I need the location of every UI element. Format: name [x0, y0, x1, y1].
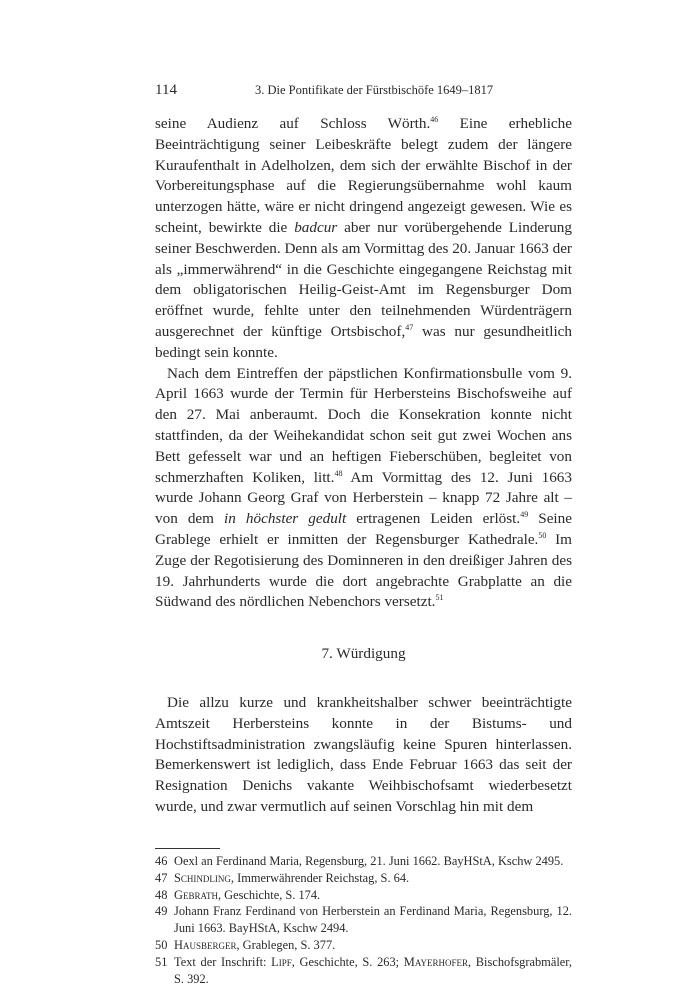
text-run: Text der Inschrift:	[174, 955, 272, 970]
footnote-text: Oexl an Ferdinand Maria, Regensburg, 21. Juni 1662. BayHStA, Kschw 2495.	[174, 853, 564, 868]
footnote-author: Lipf	[271, 955, 292, 970]
running-title: 3. Die Pontifikate der Fürstbischöfe 1649–1817	[255, 83, 494, 97]
text-run: seine Audienz auf Schloss Wörth.	[155, 115, 431, 132]
italic-quote: in höchster gedult	[224, 510, 347, 528]
footnote-ref-49: 49	[520, 510, 529, 520]
footnote-46	[155, 853, 572, 870]
italic-quote: badcur	[294, 218, 338, 236]
footnote-number: 46	[155, 853, 168, 868]
footnote-author: Schindling	[174, 870, 231, 885]
text-run: , Geschichte, S. 263;	[291, 955, 404, 970]
footnote-51	[155, 954, 572, 988]
book-page	[155, 78, 572, 988]
footnote-text	[174, 870, 572, 887]
text-run: aber nur vorübergehende Linderung seiner Beschwerden. Denn als am Vormittag des 20. Januar 1663 der als „immerwährend“ in die Geschichte eingegangene Reichstag mit dem obligatorischen Heilig-Geist-Amt im Regensburger Dom eröffnet wurde, fehlte unter den teilnehmenden Würdenträgern ausgerechnet der künftige Ortsbischof,	[155, 218, 572, 340]
footnote-ref-51: 51	[435, 593, 444, 603]
footnote-47	[155, 870, 572, 887]
running-header	[155, 78, 572, 100]
footnote-48	[155, 887, 572, 904]
page-number: 114	[155, 82, 177, 98]
footnote-ref-48: 48	[334, 468, 343, 478]
footnote-ref-50: 50	[538, 530, 547, 540]
footnote-number: 48	[155, 887, 168, 902]
footnote-49	[155, 903, 572, 937]
section-heading: 7. Würdigung	[321, 645, 406, 663]
main-text	[155, 114, 572, 818]
text-run: was nur gesundheitlich bedingt sein konnte.	[155, 322, 572, 361]
paragraph-3: Die allzu kurze und krankheitshalber schwer beeinträchtigte Amtszeit Herbersteins konnte in der Bistums- und Hochstiftsadministration zwangsläufig keine Spuren hinterlassen. Bemerkenswert ist lediglich, dass Ende Februar 1663 das seit der Resignation Denichs vakante Weihbischofsamt wiederbesetzt wurde, und zwar vermutlich auf seinen Vorschlag hin mit dem	[155, 693, 572, 815]
text-run: Eine erhebliche Beeinträchtigung seiner Leibeskräfte belegt zudem der längere Kuraufenthalt in Adelholzen, dem sich der erwählte Bischof in der Vorbereitungsphase auf die Regierungsübernahme wohl kaum unterzogen hätte, wäre er nicht dringend angezeigt gewesen. Wie es scheint, bewirkte die	[155, 115, 572, 236]
text-run: Seine Grablege erhielt er inmitten der Regensburger Kathedrale.	[155, 510, 572, 548]
footnote-author: Gebrath	[174, 887, 218, 902]
footnote-number: 47	[155, 870, 168, 885]
text-run: Im Zuge der Regotisierung des Dominneren in den dreißiger Jahren des 19. Jahrhunderts wurde die dort angebrachte Grabplatte an die Südwand des nördlichen Nebenchors versetzt.	[155, 530, 572, 611]
footnote-text	[174, 937, 572, 954]
footnote-50	[155, 937, 572, 954]
text-run: , Bischofsgrabmäler, S. 392.	[174, 955, 572, 987]
footnote-divider	[155, 848, 220, 849]
footnote-text: Johann Franz Ferdinand von Herberstein an Ferdinand Maria, Regensburg, 12. Juni 1663. BayHStA, Kschw 2494.	[174, 904, 572, 936]
paragraph-1	[155, 114, 572, 364]
paragraph-2	[155, 364, 572, 614]
footnotes	[155, 853, 572, 988]
text-run: , Grablegen, S. 377.	[236, 938, 336, 953]
text-run: Nach dem Eintreffen der päpstlichen Konfirmationsbulle vom 9. April 1663 wurde der Termin für Herbersteins Bischofsweihe auf den 27. Mai anberaumt. Doch die Konsekration konnte nicht stattfinden, da der Weihekandidat schon seit gut zwei Wochen ans Bett gefesselt war und an heftigen Fieberschüben, begleitet von schmerzhaften Koliken, litt.	[155, 364, 572, 486]
footnote-text	[174, 887, 572, 904]
text-run: Am Vormittag des 12. Juni 1663 wurde Johann Georg Graf von Herberstein – knapp 72 Jahre alt – von dem	[155, 468, 572, 528]
footnote-ref-46: 46	[430, 115, 439, 124]
footnote-author: Hausberger	[174, 938, 237, 953]
footnote-ref-47: 47	[405, 322, 414, 332]
footnote-text	[174, 954, 572, 988]
text-run: , Geschichte, S. 174.	[217, 887, 321, 902]
footnote-number: 49	[155, 904, 168, 919]
footnote-number: 50	[155, 938, 168, 953]
footnote-author: Mayerhofer	[403, 955, 468, 970]
text-run: , Immerwährender Reichstag, S. 64.	[230, 870, 410, 885]
text-run: ertragenen Leiden erlöst.	[346, 510, 521, 528]
footnote-number: 51	[155, 955, 168, 970]
